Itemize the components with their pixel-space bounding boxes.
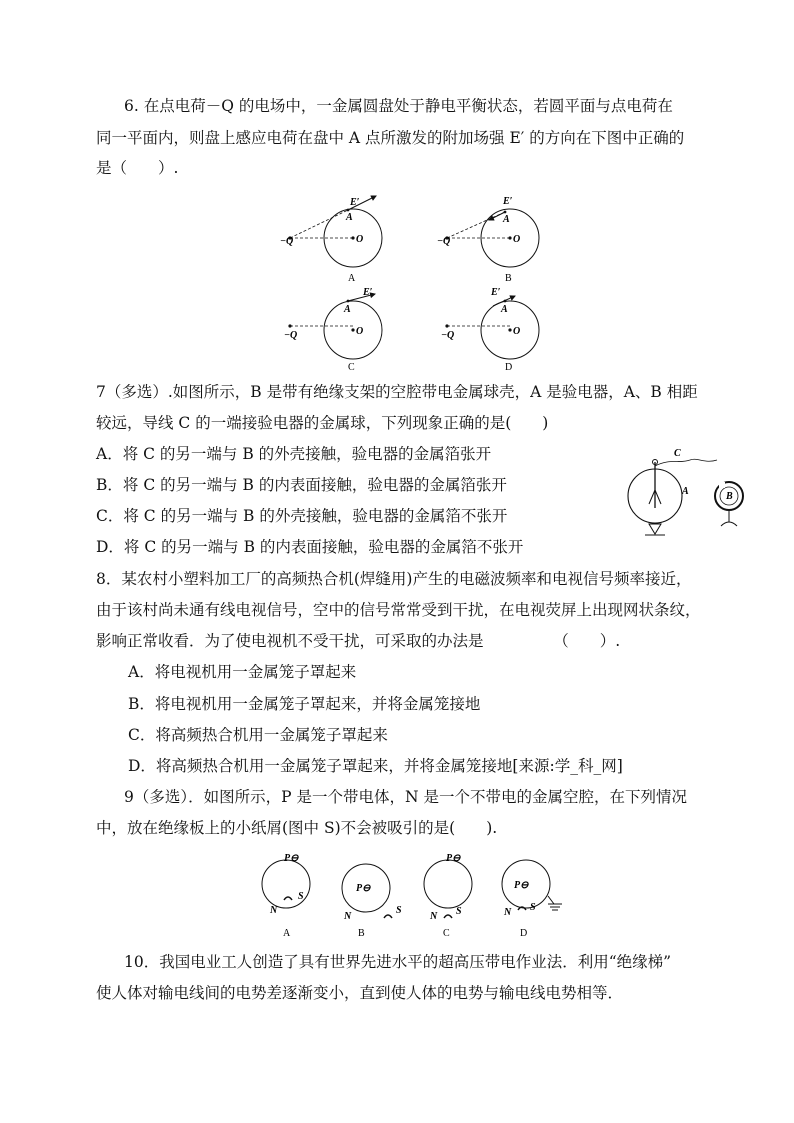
q6a-center: O bbox=[356, 234, 364, 245]
q9d-letter: D bbox=[520, 928, 528, 939]
q9-figure-d bbox=[502, 860, 562, 939]
q7-option-c: C．将 C 的另一端与 B 的外壳接触，验电器的金属箔不张开 bbox=[96, 507, 508, 525]
q8-option-b: B．将电视机用一金属笼子罩起来，并将金属笼接地 bbox=[128, 695, 481, 713]
q8-line-3: 影响正常收看．为了使电视机不受干扰，可采取的办法是 （ ）. bbox=[96, 632, 621, 650]
q9a-s: S bbox=[298, 891, 304, 902]
q6a-charge: −Q bbox=[280, 236, 294, 247]
q8-line-2: 由于该村尚未通有线电视信号，空中的信号常常受到干扰，在电视荧屏上出现网状条纹， bbox=[96, 601, 701, 619]
q7-line-1: 7（多选）.如图所示，B 是带有绝缘支架的空腔带电金属球壳，A 是验电器，A、B 相距 bbox=[96, 383, 698, 401]
q8-line-1: 8．某农村小塑料加工厂的高频热合机(焊缝用)产生的电磁波频率和电视信号频率接近， bbox=[96, 570, 692, 588]
q9d-p: P⊖ bbox=[514, 880, 529, 891]
q6b-charge: −Q bbox=[437, 236, 451, 247]
q6-line-1: 6. 在点电荷－Q 的电场中，一金属圆盘处于静电平衡状态，若圆平面与点电荷在 bbox=[124, 97, 673, 115]
q7-shell-label: B bbox=[726, 491, 733, 502]
q6d-charge: −Q bbox=[441, 330, 455, 341]
q10-line-2: 使人体对输电线间的电势差逐渐变小，直到使人体的电势与输电线电势相等． bbox=[96, 984, 624, 1002]
q6c-letter: C bbox=[348, 362, 355, 373]
q6b-point: A bbox=[503, 214, 510, 225]
q6c-charge: −Q bbox=[284, 330, 298, 341]
q7-option-a: A．将 C 的另一端与 B 的外壳接触，验电器的金属箔张开 bbox=[96, 445, 492, 463]
q6b-field: E′ bbox=[503, 196, 513, 207]
q6a-field: E′ bbox=[350, 197, 360, 208]
q6b-letter: B bbox=[505, 273, 512, 284]
q6d-center: O bbox=[513, 326, 521, 337]
q9c-n: N bbox=[430, 911, 438, 922]
q6d-point: A bbox=[501, 304, 508, 315]
q9b-s: S bbox=[396, 905, 402, 916]
q7-figure bbox=[625, 448, 745, 540]
q9d-n: N bbox=[504, 907, 512, 918]
q7-wire-label: C bbox=[674, 448, 681, 459]
q7-line-2: 较远，导线 C 的一端接验电器的金属球，下列现象正确的是( ) bbox=[96, 414, 549, 432]
q9-figure-b bbox=[342, 864, 402, 939]
q8-option-c: C．将高频热合机用一金属笼子罩起来 bbox=[128, 726, 388, 744]
q6c-point: A bbox=[344, 304, 351, 315]
q6d-letter: D bbox=[505, 362, 513, 373]
q9-figure-a bbox=[262, 853, 310, 939]
q8-option-a: A．将电视机用一金属笼子罩起来 bbox=[128, 663, 357, 681]
q9a-p: P⊖ bbox=[284, 853, 299, 864]
q9b-n: N bbox=[344, 911, 352, 922]
q7-option-b: B．将 C 的另一端与 B 的内表面接触，验电器的金属箔张开 bbox=[96, 476, 507, 494]
q9c-s: S bbox=[456, 906, 462, 917]
q6-line-2: 同一平面内，则盘上感应电荷在盘中 A 点所激发的附加场强 E′ 的方向在下图中正确的 bbox=[96, 129, 685, 147]
q9-figures bbox=[258, 848, 578, 940]
q7-option-d: D．将 C 的另一端与 B 的内表面接触，验电器的金属箔不张开 bbox=[96, 538, 524, 556]
q9d-s: S bbox=[530, 902, 536, 913]
q6b-center: O bbox=[513, 234, 521, 245]
q9-line-1: 9（多选）．如图所示，P 是一个带电体，N 是一个不带电的金属空腔，在下列情况 bbox=[124, 788, 687, 806]
q9b-letter: B bbox=[358, 928, 365, 939]
q7-electroscope-label: A bbox=[682, 486, 689, 497]
q6-line-3: 是（ ）. bbox=[96, 159, 179, 177]
q6a-letter: A bbox=[348, 273, 356, 284]
q6a-point: A bbox=[346, 212, 353, 223]
q9b-p: P⊖ bbox=[356, 883, 371, 894]
q9a-letter: A bbox=[283, 928, 291, 939]
q10-line-1: 10．我国电业工人创造了具有世界先进水平的超高压带电作业法．利用“绝缘梯” bbox=[124, 953, 672, 971]
q6-figure-d bbox=[437, 284, 557, 379]
q9-figure-c bbox=[424, 853, 472, 939]
q9c-p: P⊖ bbox=[446, 853, 461, 864]
q6d-field: E′ bbox=[491, 287, 501, 298]
q6-figure-a bbox=[280, 192, 400, 287]
q6c-field: E′ bbox=[363, 287, 373, 298]
q8-option-d: D．将高频热合机用一金属笼子罩起来，并将金属笼接地[来源:学_科_网] bbox=[128, 757, 623, 775]
q6-figure-c bbox=[280, 284, 400, 379]
q6c-center: O bbox=[356, 326, 364, 337]
q9-line-2: 中，放在绝缘板上的小纸屑(图中 S)不会被吸引的是( ). bbox=[96, 819, 498, 837]
q6-figure-b bbox=[437, 192, 557, 287]
q9a-n: N bbox=[270, 905, 278, 916]
q9c-letter: C bbox=[443, 928, 450, 939]
